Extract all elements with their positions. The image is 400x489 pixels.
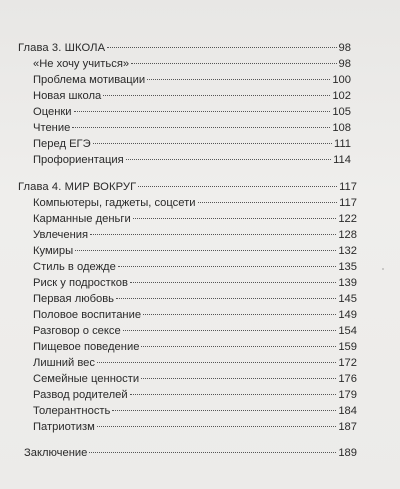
leader-dots xyxy=(97,426,337,427)
toc-item[interactable] xyxy=(33,122,351,135)
toc-item-label: Оценки xyxy=(33,106,72,118)
page-number: 179 xyxy=(338,389,357,401)
page-number: 176 xyxy=(338,373,357,385)
leader-dots xyxy=(72,127,330,128)
page-number: 184 xyxy=(338,405,357,417)
leader-dots xyxy=(126,159,331,160)
toc-item[interactable] xyxy=(33,197,357,210)
page-number: 139 xyxy=(338,277,357,289)
page-number: 114 xyxy=(333,154,351,166)
leader-dots xyxy=(97,362,336,363)
page-number: 189 xyxy=(338,447,357,459)
page-number: 100 xyxy=(332,74,351,86)
leader-dots xyxy=(130,394,337,395)
chapter-3-heading[interactable] xyxy=(18,42,351,55)
page-number: 117 xyxy=(339,181,357,193)
toc-item-label: Карманные деньги xyxy=(33,213,131,225)
leader-dots xyxy=(107,47,336,48)
leader-dots xyxy=(118,266,337,267)
toc-item[interactable] xyxy=(33,58,351,71)
toc-item[interactable] xyxy=(33,373,357,386)
leader-dots xyxy=(74,111,331,112)
toc-item-label: Кумиры xyxy=(33,245,74,257)
page-number: 128 xyxy=(338,229,357,241)
page-number: 159 xyxy=(338,341,357,353)
toc-item[interactable] xyxy=(33,261,357,274)
toc-item-label: Половое воспитание xyxy=(33,309,142,321)
toc-item[interactable] xyxy=(33,213,357,226)
page-number: 122 xyxy=(338,213,357,225)
toc-item-label: Первая любовь xyxy=(33,293,115,305)
toc-item-label: Чтение xyxy=(33,122,71,134)
page-number: 145 xyxy=(338,293,357,305)
toc-item[interactable] xyxy=(33,90,351,103)
leader-dots xyxy=(131,63,336,64)
conclusion-label: Заключение xyxy=(24,447,88,459)
toc-item-label: Лишний вес xyxy=(33,357,95,369)
toc-item[interactable] xyxy=(33,138,351,151)
toc-item[interactable] xyxy=(33,309,357,322)
toc-item[interactable] xyxy=(33,74,351,87)
leader-dots xyxy=(75,250,336,251)
toc-item-label: Новая школа xyxy=(33,90,102,102)
page-number: 135 xyxy=(338,261,357,273)
toc-item[interactable] xyxy=(33,421,357,434)
page-number: 149 xyxy=(338,309,357,321)
leader-dots xyxy=(103,95,330,96)
page-number: 111 xyxy=(333,138,351,150)
leader-dots xyxy=(93,143,332,144)
toc-item[interactable] xyxy=(33,245,357,258)
leader-dots xyxy=(133,218,337,219)
page-number: 132 xyxy=(338,245,357,257)
toc-item[interactable] xyxy=(33,341,357,354)
page-number: 172 xyxy=(338,357,357,369)
toc-item-label: Развод родителей xyxy=(33,389,128,401)
toc-item-label: Патриотизм xyxy=(33,421,95,433)
toc-item-label: Разговор о сексе xyxy=(33,325,121,337)
conclusion-entry[interactable] xyxy=(24,447,357,460)
toc-item[interactable] xyxy=(33,154,351,167)
page-number: 117 xyxy=(339,197,357,209)
toc-item-label: Толерантность xyxy=(33,405,111,417)
toc-item[interactable] xyxy=(33,405,357,418)
toc-item-label: Риск у подростков xyxy=(33,277,128,289)
page-number: 108 xyxy=(332,122,351,134)
leader-dots xyxy=(112,410,336,411)
toc-item[interactable] xyxy=(33,293,357,306)
leader-dots xyxy=(90,234,336,235)
chapter-4-heading[interactable] xyxy=(18,181,357,194)
leader-dots xyxy=(89,452,336,453)
leader-dots xyxy=(143,314,336,315)
toc-item[interactable] xyxy=(33,389,357,402)
toc-item-label: Увлечения xyxy=(33,229,89,241)
page-number: 98 xyxy=(338,42,351,54)
leader-dots xyxy=(198,202,338,203)
paper-speck xyxy=(382,268,384,270)
toc-item-label: Стиль в одежде xyxy=(33,261,116,273)
toc-item-label: Проблема мотивации xyxy=(33,74,146,86)
leader-dots xyxy=(147,79,330,80)
leader-dots xyxy=(141,378,336,379)
page-number: 102 xyxy=(332,90,351,102)
toc-item-label: Пищевое поведение xyxy=(33,341,140,353)
page-number: 187 xyxy=(338,421,357,433)
chapter-title: Глава 4. МИР ВОКРУГ xyxy=(18,181,137,193)
leader-dots xyxy=(138,186,337,187)
page-number: 154 xyxy=(338,325,357,337)
chapter-title: Глава 3. ШКОЛА xyxy=(18,42,106,54)
toc-item[interactable] xyxy=(33,357,357,370)
toc-item-label: Семейные ценности xyxy=(33,373,140,385)
toc-item-label: Перед ЕГЭ xyxy=(33,138,91,150)
leader-dots xyxy=(130,282,336,283)
toc-item-label: Компьютеры, гаджеты, соцсети xyxy=(33,197,196,209)
toc-item[interactable] xyxy=(33,325,357,338)
toc-item-label: Профориентация xyxy=(33,154,124,166)
toc-item[interactable] xyxy=(33,277,357,290)
toc-item[interactable] xyxy=(33,106,351,119)
toc-item[interactable] xyxy=(33,229,357,242)
leader-dots xyxy=(116,298,336,299)
leader-dots xyxy=(123,330,337,331)
leader-dots xyxy=(141,346,336,347)
page-number: 105 xyxy=(332,106,351,118)
page-number: 98 xyxy=(338,58,351,70)
toc-item-label: «Не хочу учиться» xyxy=(33,58,130,70)
